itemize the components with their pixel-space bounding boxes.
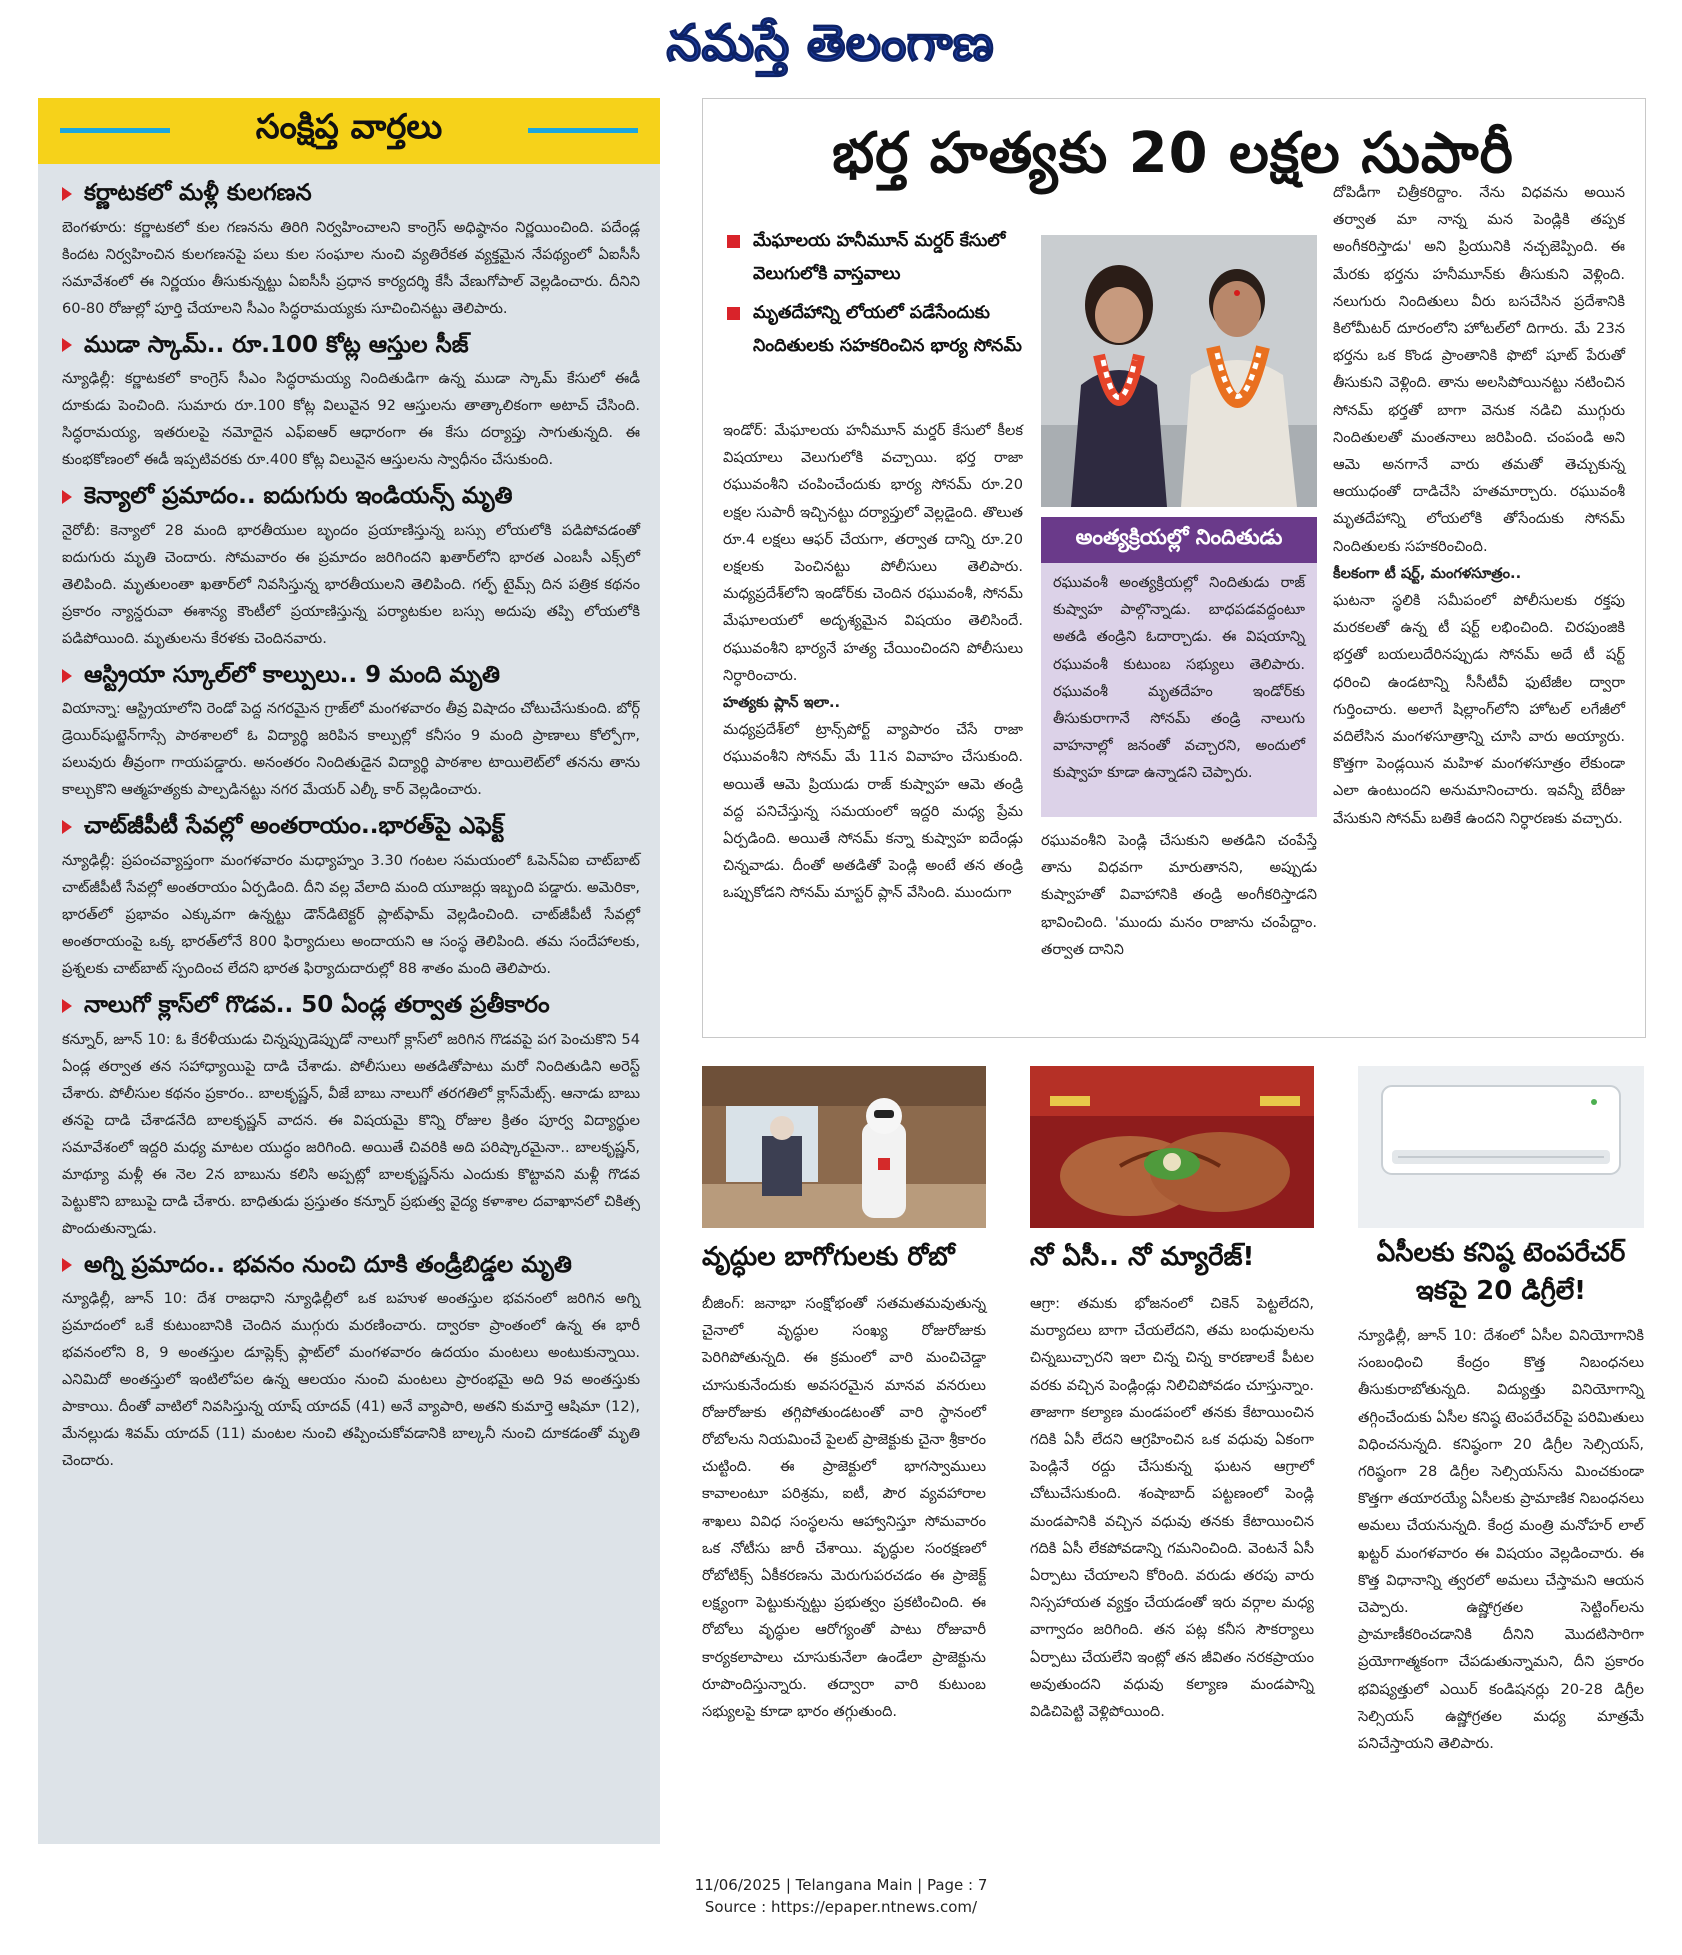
main-story-para: దోపిడీగా చిత్రీకరిద్దాం. నేను విధవను అయిన తర్వాత మా నాన్న మన పెండ్లికి తప్పక అంగీకరిస్తాడు' అని ప్రియునికి నచ్చజెప్పింది. ఈ మేరకు భర్తను హనీమూన్‌కు తీసుకుని వెళ్లింది. నలుగురు నిందితులు వీరు బసచేసిన ప్రదేశానికి కిలోమీటర్ దూరంలోని హోటల్‌లో దిగారు. మే 23న భర్తను ఒక కొండ ప్రాంతానికి ఫొటో షూట్ పేరుతో తీసుకుని వెళ్లింది. తాను అలసిపోయినట్టు నటించిన సోనమ్ భర్తతో బాగా వెనుక నడిచి ముగ్గురు నిందితులతో మంతనాలు జరిపింది. చంపండి అని ఆమె అనగానే వారు తమతో తెచ్చుకున్న ఆయుధంతో దాడిచేసి హతమార్చారు. రఘువంశీ మృతదేహాన్ని లోయలోకి తోసేందుకు సోనమ్ నిందితులకు సహకరించింది. [1333,184,1625,555]
briefs-header [38,98,660,164]
brief-body: వియాన్నా: ఆస్ట్రియాలోని రెండో పెద్ద నగరమైన గ్రాజ్‌లో మంగళవారం తీవ్ర విషాదం చోటుచేసుకుంది. బోర్గ్ డ్రెయిర్‌షుట్జెన్‌గాస్సే పాఠశాలలో ఓ విద్యార్థి జరిపిన కాల్పుల్లో కనీసం 9 మంది ప్రాణాలు కోల్పోగా, పలువురు తీవ్రంగా గాయపడ్డారు. అనంతరం నిందితుడైన విద్యార్థి పాఠశాల టాయిలెట్‌లో తనను తాను కాల్చుకొని ఆత్మహత్యకు పాల్పడినట్టు నగర మేయర్ ఎల్కీ కార్ వెల్లడించారు. [62,700,640,799]
main-story-column-2: రఘువంశీని పెండ్లి చేసుకుని అతడిని చంపేస్తే తాను విధవగా మారుతానని, అప్పుడు కుష్వాహతో వివాహానికి తండ్రి అంగీకరిస్తాడని భావించింది. 'ముందు మనం రాజాను చంపేద్దాం. తర్వాత దానిని [1041,832,1317,958]
footer-date-page: 11/06/2025 | Telangana Main | Page : 7 [694,1876,988,1894]
wedding-hands-photo [1030,1066,1314,1228]
header-rule-left [60,128,170,133]
story-title: వృద్ధుల బాగోగులకు రోబో [702,1242,955,1272]
couple-photo [1041,235,1317,507]
story-title: నో ఏసీ.. నో మ్యారేజ్! [1030,1242,1255,1272]
brief-body: న్యూఢిల్లీ, జూన్ 10: దేశ రాజధాని న్యూఢిల్లీలో ఒక బహుళ అంతస్తుల భవనంలో జరిగిన అగ్ని ప్రమాదంలో ఒకే కుటుంబానికి చెందిన ముగ్గురు మరణించారు. ద్వారకా ప్రాంతంలో ఉన్న ఈ భారీ భవనంలోని 8, 9 అంతస్తుల డూప్లెక్స్ ఫ్లాట్‌లో మంగళవారం ఉదయం మంటలు అంటుకున్నాయి. ఎనిమిదో అంతస్తులో ఇంటిలోపల ఉన్న ఆలయం నుంచి మంటలు ప్రారంభమై అది 9వ అంతస్తుకు పాకాయి. దీంతో వాటిలో నివసిస్తున్న యాష్ యాదవ్ (41) అనే వ్యాపారి, అతని కుమార్తె ఆషిమా (12), మేనల్లుడు శివమ్ యాదవ్ (11) మంటల నుంచి తప్పించుకోవడానికి బాల్కనీ నుంచి దూకడంతో మృతి చెందారు. [62,1290,640,1470]
main-story-para: ఘటనా స్థలికి సమీపంలో పోలీసులకు రక్తపు మరకలతో ఉన్న టీ షర్ట్ లభించింది. చిరపుంజికి భర్తతో బయలుదేరినప్పుడు సోనమ్ అదే టీ షర్ట్ ధరించి ఉండటాన్ని సీసీటీవీ ఫుటేజీల ద్వారా గుర్తించారు. అలాగే షిల్లాంగ్‌లోని హోటల్ లగేజీలో వదిలేసిన మంగళసూత్రాన్ని చూసి వారు అయ్యారు. కొత్తగా పెండ్లయిన మహిళ మంగళసూత్రం లేకుండా ఎలా ఉంటుందని అనుమానించారు. ఇవన్నీ బేరీజు వేసుకుని సోనమ్ బతికే ఉందని నిర్ధారణకు వచ్చారు. [1333,592,1625,827]
brief-body: న్యూఢిల్లీ: ప్రపంచవ్యాప్తంగా మంగళవారం మధ్యాహ్నం 3.30 గంటల సమయంలో ఓపెన్ఏఐ చాట్‌బాట్ చాట్‌జీపీటీ సేవల్లో అంతరాయం ఏర్పడింది. దీని వల్ల వేలాది మంది యూజర్లు ఇబ్బంది పడ్డారు. అమెరికా, భారత్‌లో ప్రభావం ఎక్కువగా ఉన్నట్టు డౌన్‌డిటెక్టర్ ప్లాట్‌ఫామ్ వెల్లడించింది. చాట్‌జీపీటీ సేవల్లో అంతరాయంపై ఒక్క భారత్‌లోనే 800 ఫిర్యాదులు అందాయని ఆ సంస్థ తెలిపింది. తమ సందేహాలకు, ప్రశ్నలకు చాట్‌బాట్ స్పందించ లేదని భారత ఫిర్యాదుదారుల్లో 88 శాతం మంది తెలిపారు. [62,851,640,977]
story-title: ఏసీలకు కనిష్ఠ టెంపరేచర్ ఇకపై 20 డిగ్రీలే! [1376,1238,1626,1306]
main-story-para: మధ్యప్రదేశ్‌లో ట్రాన్స్‌పోర్ట్ వ్యాపారం చేసే రాజా రఘువంశీని సోనమ్ మే 11న వివాహం చేసుకుంది. అయితే ఆమె ప్రియుడు రాజ్ కుష్వాహ ఆమె తండ్రి వద్ద పనిచేస్తున్న సమయంలో ఇద్దరి మధ్య ప్రేమ ఏర్పడింది. అయితే సోనమ్ కన్నా కుష్వాహ ఐదేండ్లు చిన్నవాడు. దీంతో అతడితో పెండ్లి అంటే తన తండ్రి ఒప్పుకోడని సోనమ్ మాస్టర్ ప్లాన్ వేసింది. ముందుగా [723,721,1023,902]
story-body: ఆగ్రా: తమకు భోజనంలో చికెన్ పెట్టలేదని, మర్యాదలు బాగా చేయలేదని, తమ బంధువులను చిన్నబుచ్చారని ఇలా చిన్న చిన్న కారణాలకే పీటల వరకు వచ్చిన పెండ్లిండ్లు నిలిచిపోవడం చూస్తున్నాం. తాజాగా కల్యాణ మండపంలో తనకు కేటాయించిన గదికి ఏసీ లేదని ఆగ్రహించిన ఒక వధువు ఏకంగా పెండ్లినే రద్దు చేసుకున్న ఘటన ఆగ్రాలో చోటుచేసుకుంది. శంషాబాద్ పట్టణంలో పెండ్లి మండపానికి వచ్చిన వధువు తనకు కేటాయించిన గదికి ఏసీ లేకపోవడాన్ని గమనించింది. వెంటనే ఏసీ ఏర్పాటు చేయాలని కోరింది. వరుడు తరపు వారు నిస్సహాయత వ్యక్తం చేయడంతో ఇరు వర్గాల మధ్య వాగ్వాదం జరిగింది. తన పట్ల కనీస సౌకర్యాలు ఏర్పాటు చేయలేని ఇంట్లో తన జీవితం నరకప్రాయం అవుతుందని వధువు కల్యాణ మండపాన్ని విడిచిపెట్టి వెళ్లిపోయింది. [1030,1295,1314,1721]
bullet-triangle-icon [62,1258,72,1272]
bullet-triangle-icon [62,820,72,834]
brief-body: న్యూఢిల్లీ: కర్ణాటకలో కాంగ్రెస్ సీఎం సిద్ధరామయ్య నిందితుడిగా ఉన్న ముడా స్కామ్ కేసులో ఈడీ దూకుడు పెంచింది. సుమారు రూ.100 కోట్ల విలువైన 92 ఆస్తులను తాత్కాలికంగా అటాచ్ చేసింది. సిద్ధరామయ్య, ఇతరులపై నమోదైన ఎఫ్ఐఆర్ ఆధారంగా ఈ కేసు దర్యాప్తు సాగుతున్నది. ఈ కుంభకోణంలో ఈడీ ఇప్పటివరకు రూ.400 కోట్ల విలువైన ఆస్తులను స్వాధీనం చేసుకుంది. [62,370,640,469]
masthead-title: నమస్తే తెలంగాణ [666,14,994,72]
brief-body: కన్నూర్, జూన్ 10: ఓ కేరళీయుడు చిన్నప్పుడెప్పుడో నాలుగో క్లాస్‌లో జరిగిన గొడవపై పగ పెంచుకొని 54 ఏండ్ల తర్వాత తన సహాధ్యాయిపై దాడి చేశాడు. పోలీసులు అతడితోపాటు మరో నిందితుడిని అరెస్ట్ చేశారు. పోలీసుల కథనం ప్రకారం.. బాలకృష్ణన్, వీజే బాబు నాలుగో తరగతిలో క్లాస్‌మేట్స్. ఆనాడు బాబు తనపై దాడి చేశాడనేది బాలకృష్ణన్ వాదన. ఈ విషయమై కొన్ని రోజుల క్రితం పూర్వ విద్యార్థుల సమావేశంలో ఇద్దరి మధ్య మాటల యుద్ధం జరిగింది. అయితే చివరికి అది పరిష్కారమైనా.. బాలకృష్ణన్, మాథ్యూ మళ్లీ ఈ నెల 2న బాబును కలిసి అప్పట్లో బాలకృష్ణన్‌ను ఎందుకు కొట్టావని మళ్లీ గొడవ పెట్టుకొని బాబుపై దాడి చేశారు. బాధితుడు ప్రస్తుతం కన్నూర్ ప్రభుత్వ వైద్య కళాశాల దవాఖానలో చికిత్స పొందుతున్నాడు. [62,1030,640,1237]
bullet-item: మేఘాలయ హనీమూన్ మర్డర్ కేసులో వెలుగులోకి వాస్తవాలు [723,225,1023,291]
brief-list [38,164,660,1474]
story-body: న్యూఢిల్లీ, జూన్ 10: దేశంలో ఏసీల వినియోగానికి సంబంధించి కేంద్రం కొత్త నిబంధనలు తీసుకురాబోతున్నది. విద్యుత్తు వినియోగాన్ని తగ్గించేందుకు ఏసీల కనిష్ఠ టెంపరేచర్‌పై పరిమితులు విధించనున్నది. కనిష్ఠంగా 20 డిగ్రీల సెల్సియస్, గరిష్ఠంగా 28 డిగ్రీల సెల్సియస్‌ను మించకుండా కొత్తగా తయారయ్యే ఏసీలకు ప్రామాణిక నిబంధనలు అమలు చేయనున్నది. కేంద్ర మంత్రి మనోహర్ లాల్ ఖట్టర్ మంగళవారం ఈ విషయం వెల్లడించారు. ఈ కొత్త విధానాన్ని త్వరలో అమలు చేస్తామని ఆయన చెప్పారు. ఉష్ణోగ్రతల సెట్టింగ్‌లను ప్రామాణీకరించడానికి దీనిని మొదటిసారిగా ప్రయోగాత్మకంగా చేపడుతున్నామని, దీని ప్రకారం భవిష్యత్తులో ఎయిర్ కండిషనర్లు 20-28 డిగ్రీల సెల్సియస్ ఉష్ణోగ్రతల మధ్య మాత్రమే పనిచేస్తాయని తెలిపారు. [1358,1327,1644,1753]
bullet-triangle-icon [62,338,72,352]
bullet-triangle-icon [62,669,72,683]
brief-title: చాట్‌జీపీటీ సేవల్లో అంతరాయం..భారత్‌పై ఎఫెక్ట్ [62,813,640,841]
brief-title: కెన్యాలో ప్రమాదం.. ఐదుగురు ఇండియన్స్ మృతి [62,483,640,511]
brief-title: ఆస్ట్రియా స్కూల్‌లో కాల్పులు.. 9 మంది మృతి [62,662,640,690]
inset-box [1041,517,1317,817]
main-story-column-1 [723,417,1023,907]
bullet-item: మృతదేహాన్ని లోయలో పడేసేందుకు నిందితులకు సహకరించిన భార్య సోనమ్ [723,297,1023,363]
brief-title: అగ్ని ప్రమాదం.. భవనం నుంచి దూకి తండ్రీబిడ్డల మృతి [62,1252,640,1280]
brief-title: నాలుగో క్లాస్‌లో గొడవ.. 50 ఏండ్ల తర్వాత ప్రతీకారం [62,992,640,1020]
main-story-bullets [723,225,1023,369]
footer-source: Source : https://epaper.ntnews.com/ [704,1898,978,1916]
brief-body: నైరోబీ: కెన్యాలో 28 మంది భారతీయుల బృందం ప్రయాణిస్తున్న బస్సు లోయలోకి పడిపోవడంతో ఐదుగురు మృతి చెందారు. సోమవారం ఈ ప్రమాదం జరిగిందని ఖతార్‌లోని భారత ఎంబసీ ఎక్స్‌లో తెలిపింది. మృతులంతా ఖతార్‌లో నివసిస్తున్న భారతీయులని తెలిపింది. గల్ఫ్ టైమ్స్ దిన పత్రిక కథనం ప్రకారం న్యాన్డరువా ఈశాన్య కౌంటీలో ప్రయాణిస్తున్న పర్యాటకుల బస్సు అదుపు తప్పి లోయలోకి పడిపోయింది. మృతులను కేరళకు చెందినవారు. [62,521,640,647]
main-story [702,98,1646,1038]
brief-body: బెంగళూరు: కర్ణాటకలో కుల గణనను తిరిగి నిర్వహించాలని కాంగ్రెస్ అధిష్ఠానం నిర్ణయించింది. పదేండ్ల కిందట నిర్వహించిన కులగణనపై పలు కుల సంఘాల నుంచి వ్యతిరేకత వ్యక్తమైన నేపథ్యంలో ఏఐసీసీ సమావేశంలో ఈ నిర్ణయం తీసుకున్నట్టు ఏఐసీసీ ప్రధాన కార్యదర్శి కేసీ వేణుగోపాల్ వెల్లడించారు. దీనిని 60-80 రోజుల్లో పూర్తి చేయాలని సీఎం సిద్ధరామయ్యకు సూచించినట్టు తెలిపారు. [62,218,640,317]
inset-body: రఘువంశీ అంత్యక్రియల్లో నిందితుడు రాజ్ కుష్వాహ పాల్గొన్నాడు. బాధపడవద్దంటూ అతడి తండ్రిని ఓదార్చాడు. ఈ విషయాన్ని రఘువంశీ కుటుంబ సభ్యులు తెలిపారు. రఘువంశీ మృతదేహం ఇండోర్‌కు తీసుకురాగానే సోనమ్ తండ్రి నాలుగు వాహనాల్లో జనంతో వచ్చారని, అందులో కుష్వాహ కూడా ఉన్నాడని చెప్పారు. [1053,574,1305,782]
briefs-column [38,98,660,1844]
subhead: కీలకంగా టీ షర్ట్, మంగళసూత్రం.. [1333,564,1522,582]
masthead-logo [620,8,1040,78]
main-story-para: ఇండోర్: మేఘాలయ హనీమూన్ మర్డర్ కేసులో కీలక విషయాలు వెలుగులోకి వచ్చాయి. భర్త రాజా రఘువంశీని చంపించేందుకు భార్య సోనమ్ రూ.20 లక్షల సుపారీ ఇచ్చినట్టు దర్యాప్తులో వెల్లడైంది. తొలుత రూ.4 లక్షలు ఆఫర్ చేయగా, తర్వాత దాన్ని రూ.20 లక్షలకు పెంచినట్టు పోలీసులు తెలిపారు. మధ్యప్రదేశ్‌లోని ఇండోర్‌కు చెందిన రఘువంశీ, సోనమ్ మేఘాలయలో అదృశ్యమైన విషయం తెలిసిందే. రఘువంశీని భార్యనే హత్య చేయించిందని పోలీసులు నిర్ధారించారు. [723,422,1023,684]
air-conditioner-photo [1358,1066,1644,1228]
bullet-triangle-icon [62,187,72,201]
robot-photo [702,1066,986,1228]
subhead: హత్యకు ప్లాన్ ఇలా.. [723,694,841,712]
brief-title: కర్ణాటకలో మళ్లీ కులగణన [62,180,640,208]
briefs-header-title: సంక్షిప్త వార్తలు [255,107,443,147]
brief-title: ముడా స్కామ్.. రూ.100 కోట్ల ఆస్తుల సీజ్ [62,332,640,360]
story-body: బీజింగ్: జనాభా సంక్షోభంతో సతమతమవుతున్న చైనాలో వృద్ధుల సంఖ్య రోజురోజుకు పెరిగిపోతున్నది. ఈ క్రమంలో వారి మంచిచెడ్డా చూసుకునేందుకు అవసరమైన మానవ వనరులు రోజురోజుకు తగ్గిపోతుండటంతో వారి స్థానంలో రోబోలను నియమించే పైలట్ ప్రాజెక్టుకు చైనా శ్రీకారం చుట్టింది. ఈ ప్రాజెక్టులో భాగస్వాములు కావాలంటూ పరిశ్రమ, ఐటీ, పౌర వ్యవహారాల శాఖలు వివిధ సంస్థలను ఆహ్వానిస్తూ సోమవారం ఒక నోటీసు జారీ చేశాయి. వృద్ధుల సంరక్షణలో రోబోటిక్స్ ఏకీకరణను మెరుగుపరచడం ఈ ప్రాజెక్ట్ లక్ష్యంగా పెట్టుకున్నట్టు ప్రభుత్వం ప్రకటించింది. ఈ రోబోలు వృద్ధుల ఆరోగ్యంతో పాటు రోజువారీ కార్యకలాపాలు చూసుకునేలా ఉండేలా ప్రాజెక్టును రూపొందిస్తున్నారు. తద్వారా వారి కుటుంబ సభ్యులపై కూడా భారం తగ్గుతుంది. [702,1295,986,1721]
inset-header: అంత్యక్రియల్లో నిందితుడు [1041,517,1317,563]
bullet-triangle-icon [62,999,72,1013]
main-story-title: భర్త హత్యకు 20 లక్షల సుపారీ [832,121,1514,186]
header-rule-right [528,128,638,133]
bullet-triangle-icon [62,490,72,504]
main-story-column-3 [1333,179,1625,832]
